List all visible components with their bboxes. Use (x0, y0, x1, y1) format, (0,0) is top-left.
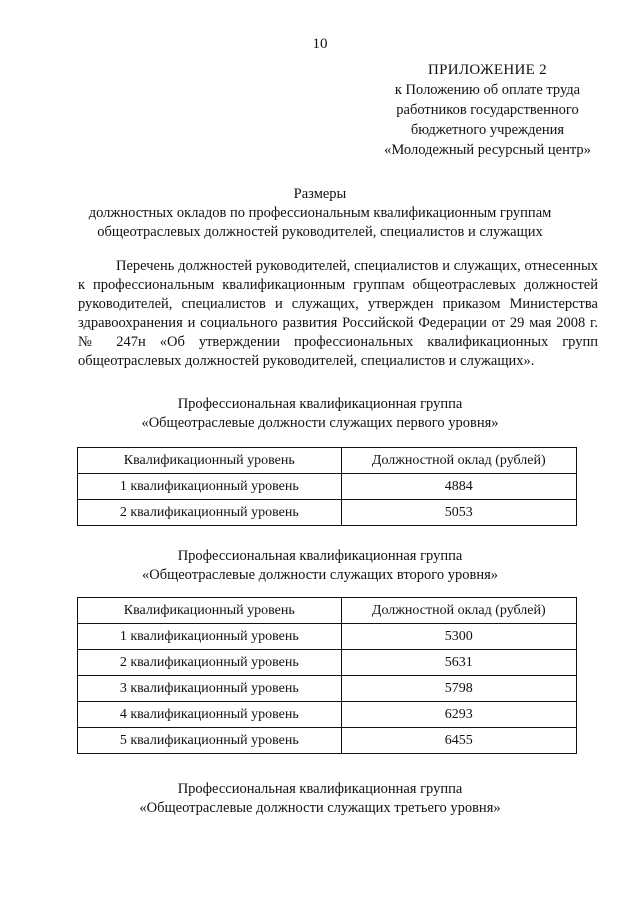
cell-salary: 6293 (341, 702, 576, 728)
cell-level: 5 квалификационный уровень (78, 728, 342, 754)
group-title-second-level (40, 547, 600, 585)
document-heading (40, 185, 600, 242)
cell-salary: 5300 (341, 624, 576, 650)
heading-line: Размеры (293, 186, 347, 202)
column-header-salary: Должностной оклад (рублей) (341, 448, 576, 474)
cell-salary: 4884 (341, 474, 576, 500)
table-row (78, 500, 577, 526)
table-row (78, 650, 577, 676)
table-row (78, 728, 577, 754)
appendix-line: «Молодежный ресурсный центр» (384, 142, 591, 158)
column-header-level: Квалификационный уровень (78, 598, 342, 624)
table-row (78, 474, 577, 500)
cell-salary: 5053 (341, 500, 576, 526)
appendix-line: работников государственного (396, 102, 579, 118)
table-row (78, 702, 577, 728)
group-title-line: «Общеотраслевые должности служащих третьего уровня» (139, 800, 501, 816)
appendix-line: бюджетного учреждения (410, 122, 565, 138)
appendix-title: ПРИЛОЖЕНИЕ 2 (428, 62, 547, 78)
table-row (78, 624, 577, 650)
group-title-line: «Общеотраслевые должности служащих второго уровня» (141, 567, 499, 583)
page-number: 10 (312, 36, 328, 52)
table-header-row (78, 598, 577, 624)
cell-salary: 6455 (341, 728, 576, 754)
cell-level: 1 квалификационный уровень (78, 624, 342, 650)
cell-level: 2 квалификационный уровень (78, 650, 342, 676)
group-title-line: Профессиональная квалификационная группа (177, 781, 463, 797)
group-title-first-level (40, 395, 600, 433)
table-row (78, 676, 577, 702)
heading-line: должностных окладов по профессиональным квалификационным группам (88, 205, 552, 221)
group-title-third-level (40, 780, 600, 818)
column-header-salary: Должностной оклад (рублей) (341, 598, 576, 624)
intro-paragraph: Перечень должностей руководителей, специалистов и служащих, отнесенных к профессиональным квалификационным группам общеотраслевых должностей руководителей, специалистов и служащих, утвержден приказом Министерства здравоохранения и социального развития Российской Федерации от 29 мая 2008 г. № 247н «Об утверждении профессиональных квалификационных групп общеотраслевых должностей руководителей, специалистов и служащих». (78, 258, 598, 369)
cell-level: 2 квалификационный уровень (78, 500, 342, 526)
cell-salary: 5798 (341, 676, 576, 702)
heading-line: общеотраслевых должностей руководителей, специалистов и служащих (97, 224, 543, 240)
cell-level: 4 квалификационный уровень (78, 702, 342, 728)
salary-table-first-level (77, 447, 577, 526)
group-title-line: Профессиональная квалификационная группа (177, 548, 463, 564)
salary-table-second-level (77, 597, 577, 754)
group-title-line: «Общеотраслевые должности служащих первого уровня» (141, 415, 499, 431)
table-header-row (78, 448, 577, 474)
column-header-level: Квалификационный уровень (78, 448, 342, 474)
group-title-line: Профессиональная квалификационная группа (177, 396, 463, 412)
appendix-block (360, 60, 615, 160)
cell-salary: 5631 (341, 650, 576, 676)
appendix-line: к Положению об оплате труда (394, 82, 581, 98)
cell-level: 1 квалификационный уровень (78, 474, 342, 500)
cell-level: 3 квалификационный уровень (78, 676, 342, 702)
